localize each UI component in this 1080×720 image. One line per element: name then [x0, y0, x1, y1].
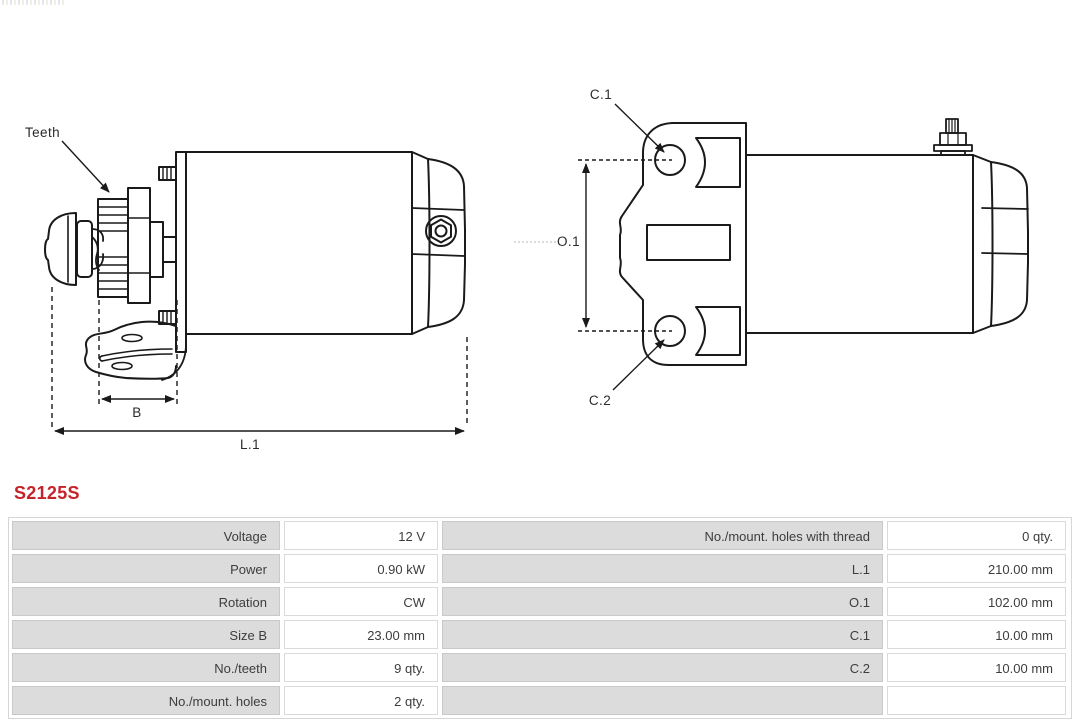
spec-value-cell: CW	[284, 587, 438, 616]
table-row	[12, 620, 1068, 649]
spec-value-cell: 0 qty.	[887, 521, 1066, 550]
mounting-bracket	[85, 322, 186, 380]
spec-value-cell: 23.00 mm	[284, 620, 438, 649]
spec-label-cell: C.1	[442, 620, 883, 649]
motor-body-side	[186, 152, 412, 334]
spec-label-cell: L.1	[442, 554, 883, 583]
hex-bolt-icon	[426, 216, 456, 246]
dimension-l1-label: L.1	[240, 437, 260, 452]
spec-label-cell: Size B	[12, 620, 280, 649]
product-code: S2125S	[14, 483, 80, 503]
drive-end-cap	[45, 213, 76, 285]
spec-label-cell: No./mount. holes	[12, 686, 280, 715]
spec-value-cell: 9 qty.	[284, 653, 438, 682]
face-screw-top	[159, 167, 176, 180]
teeth-label: Teeth	[25, 125, 61, 140]
table-row	[12, 653, 1068, 682]
terminal-stud	[934, 119, 972, 155]
teeth-arrow	[62, 141, 109, 192]
side-view-dimensions	[52, 141, 467, 431]
flange-cutout-bottom	[696, 307, 740, 355]
spec-value-cell: 12 V	[284, 521, 438, 550]
flange-cutout-middle	[647, 225, 730, 260]
spec-label-cell: Power	[12, 554, 280, 583]
spec-label-cell	[442, 686, 883, 715]
spec-label-cell: No./teeth	[12, 653, 280, 682]
spec-label-cell: Voltage	[12, 521, 280, 550]
mount-view-labels	[557, 87, 612, 408]
motor-body-mount	[746, 155, 973, 333]
spec-label-cell: O.1	[442, 587, 883, 616]
spec-value-cell: 2 qty.	[284, 686, 438, 715]
spec-value-cell: 10.00 mm	[887, 653, 1066, 682]
drive-collar	[77, 221, 92, 277]
dimension-o1-label: O.1	[557, 234, 580, 249]
spec-table	[8, 517, 1072, 719]
mount-view-dimensions	[514, 104, 672, 390]
spec-value-cell: 102.00 mm	[887, 587, 1066, 616]
side-view-labels	[25, 125, 260, 452]
dimension-c2-label: C.2	[588, 393, 612, 408]
mounting-flange	[620, 123, 746, 365]
table-row	[12, 521, 1068, 550]
c2-arrow	[613, 340, 664, 390]
dimension-c1-label: C.1	[589, 87, 613, 102]
spec-value-cell: 210.00 mm	[887, 554, 1066, 583]
spec-label-cell: Rotation	[12, 587, 280, 616]
table-row	[12, 686, 1068, 715]
pinion-gear	[98, 188, 176, 303]
end-cap-mount	[973, 155, 1028, 333]
dimension-b-label: B	[132, 405, 142, 420]
spec-label-cell: C.2	[442, 653, 883, 682]
side-view-drawing	[45, 152, 465, 380]
table-row	[12, 554, 1068, 583]
end-cap-side	[412, 152, 465, 334]
table-row	[12, 587, 1068, 616]
mount-view-drawing	[620, 119, 1028, 365]
spec-value-cell: 10.00 mm	[887, 620, 1066, 649]
spec-value-cell: 0.90 kW	[284, 554, 438, 583]
spec-label-cell: No./mount. holes with thread	[442, 521, 883, 550]
spec-value-cell	[887, 686, 1066, 715]
flange-cutout-top	[696, 138, 740, 187]
